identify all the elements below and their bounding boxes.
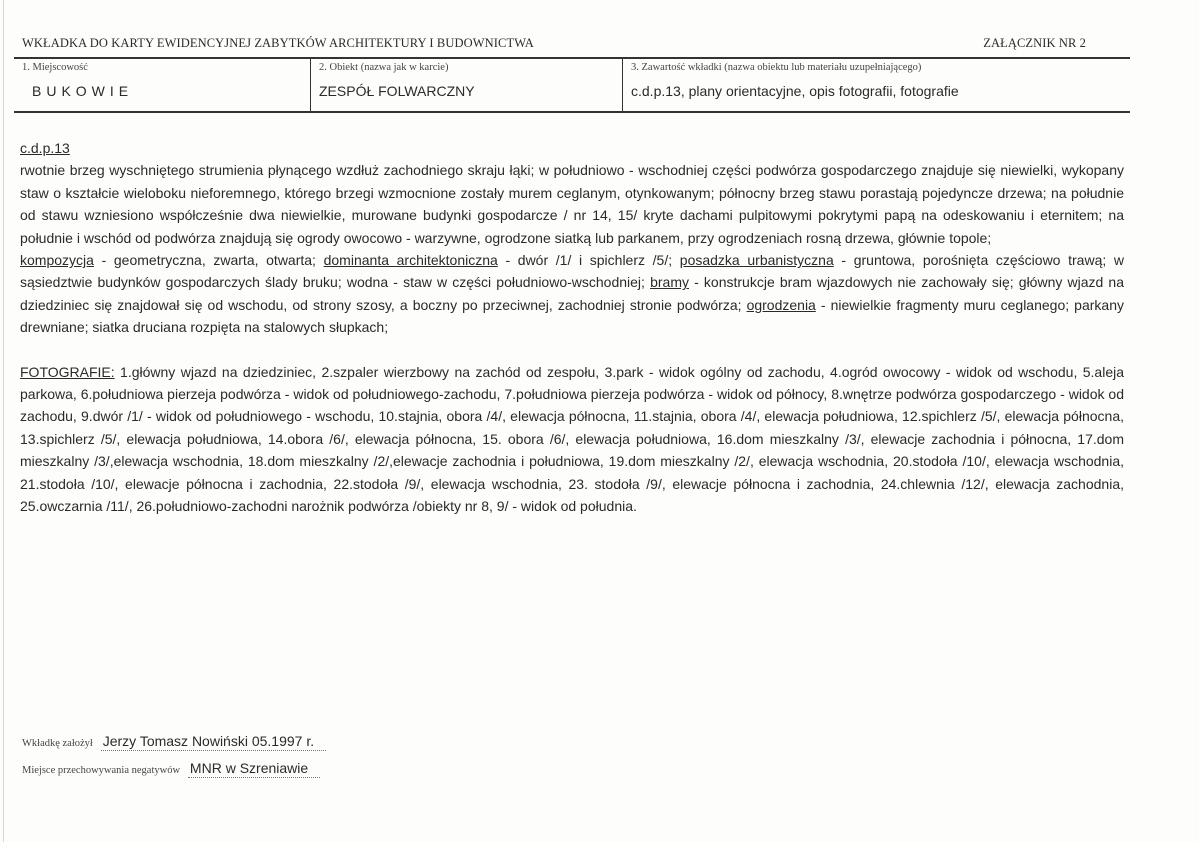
author-value: Jerzy Tomasz Nowiński 05.1997 r. [101, 733, 326, 751]
term-fotografie: FOTOGRAFIE: [20, 363, 115, 380]
term-ogrodzenia: ogrodzenia [746, 296, 816, 313]
header-fields-table [14, 57, 1130, 113]
term-bramy: bramy [650, 274, 689, 291]
field-locality-label: 1. Miejscowość [22, 62, 88, 73]
term-posadzka: posadzka urbanistyczna [679, 252, 834, 269]
field-contents [622, 59, 1131, 111]
text-posadzka: - gruntowa, porośnięta częściowo trawą; w sąsiedztwie budynków gospodarczych ślady bruku; wodna - staw w części południowo-wschodniej; [20, 252, 1125, 291]
continuation-heading [20, 137, 1124, 159]
paragraph-surroundings: rwotnie brzeg wyschniętego strumienia płynącego wzdłuż zachodniego skraju łąki; w południowo - wschodniej części podwórza gospodarczego znajduje się niewielki, wykopany staw o kształcie wieloboku nieforemnego, którego brzegi wzmocnione zostały murem ceglanym, otynkowanym; północny brzeg stawu porastają pojedyncze drzewa; na południe od stawu wzniesiono współcześnie dwa niewielkie, murowane budynki gospodarcze / nr 14, 15/ kryte dachami pulpitowymi pokrytymi papą na odeskowaniu i eternitem; na południe i wschód od podwórza znajdują się ogrody owocowo - warzywne, ogrodzone siatką lub parkanem, przy ogrodzeniach rosną drzewa, głównie topole; [20, 162, 1124, 246]
term-kompozycja: kompozycja [20, 252, 94, 269]
text-fotografie: 1.główny wjazd na dziedziniec, 2.szpaler wierzbowy na zachód od zespołu, 3.park - widok ogólny od zachodu, 4.ogród owocowy - widok od wschodu, 5.aleja parkowa, 6.południowa pierzeja podwórza - widok od południowego-zachodu, 7.południowa pierzeja podwórza - widok od północy, 8.wnętrze podwórza gospodarczego - widok od zachodu, 9.dwór /1/ - widok od południowego - wschodu, 10.stajnia, obora /4/, elewacja północna, 11.stajnia, obora /4/, elewacja południowa, 12.spichlerz /5/, elewacja północna, 13.spichlerz /5/, elewacja południowa, 14.obora /6/, elewacja północna, 15. obora /6/, elewacja południowa, 16.dom mieszkalny /3/, elewacje zachodnia i północna, 17.dom mieszkalny /3/,elewacja wschodnia, 18.dom mieszkalny /2/,elewacje zachodnia i południowa, 19.dom mieszkalny /2/, elewacja wschodnia, 20.stodoła /10/, elewacja wschodnia, 21.stodoła /10/, elewacje północna i zachodnia, 22.stodoła /9/, elewacja wschodnia, 23. stodoła /9/, elewacje północna i zachodnia, 24.chlewnia /12/, elewacja zachodnia, 25.owczarnia /11/, 26.południowo-zachodni narożnik podwórza /obiekty nr 8, 9/ - widok od południa. [20, 363, 1124, 515]
text-ogrodzenia: - niewielkie fragmenty muru ceglanego; parkany drewniane; siatka druciana rozpięta na stalowych słupkach; [20, 296, 1124, 336]
field-object-label: 2. Obiekt (nazwa jak w karcie) [319, 62, 449, 73]
field-object-value: ZESPÓŁ FOLWARCZNY [319, 83, 475, 99]
storage-value: MNR w Szreniawie [188, 760, 320, 778]
text-bramy: - konstrukcje bram wjazdowych nie zachowały się; główny wjazd na dziedziniec się znajdował się od wschodu, od strony szosy, a boczny po przeciwnej, zachodniej stronie podwórza; [20, 274, 1125, 313]
document-header [22, 34, 1130, 54]
paragraph-gap [20, 339, 1124, 361]
paragraph-photographs [20, 361, 1124, 518]
description-body [20, 137, 1124, 518]
continuation-heading-text: c.d.p.13 [20, 140, 70, 156]
field-contents-value: c.d.p.13, plany orientacyjne, opis fotografii, fotografie [631, 83, 959, 99]
text-dominanta: - dwór /1/ i spichlerz /5/; [497, 252, 680, 269]
paragraph-composition [20, 249, 1124, 339]
page-edge [3, 0, 4, 842]
field-locality-value: BUKOWIE [32, 83, 134, 99]
footer-author [22, 733, 326, 749]
author-label: Wkładkę założył [22, 738, 93, 749]
field-locality [14, 59, 308, 111]
storage-label: Miejsce przechowywania negatywów [22, 765, 181, 776]
footer-storage [22, 760, 320, 776]
term-dominanta: dominanta architektoniczna [323, 252, 498, 269]
field-contents-label: 3. Zawartość wkładki (nazwa obiektu lub materiału uzupełniającego) [631, 62, 922, 73]
annex-number: ZAŁĄCZNIK NR 2 [983, 36, 1086, 50]
text-kompozycja: - geometryczna, zwarta, otwarta; [93, 252, 324, 269]
field-object [310, 59, 621, 111]
document-title: WKŁADKA DO KARTY EWIDENCYJNEJ ZABYTKÓW ARCHITEKTURY I BUDOWNICTWA [22, 36, 534, 50]
